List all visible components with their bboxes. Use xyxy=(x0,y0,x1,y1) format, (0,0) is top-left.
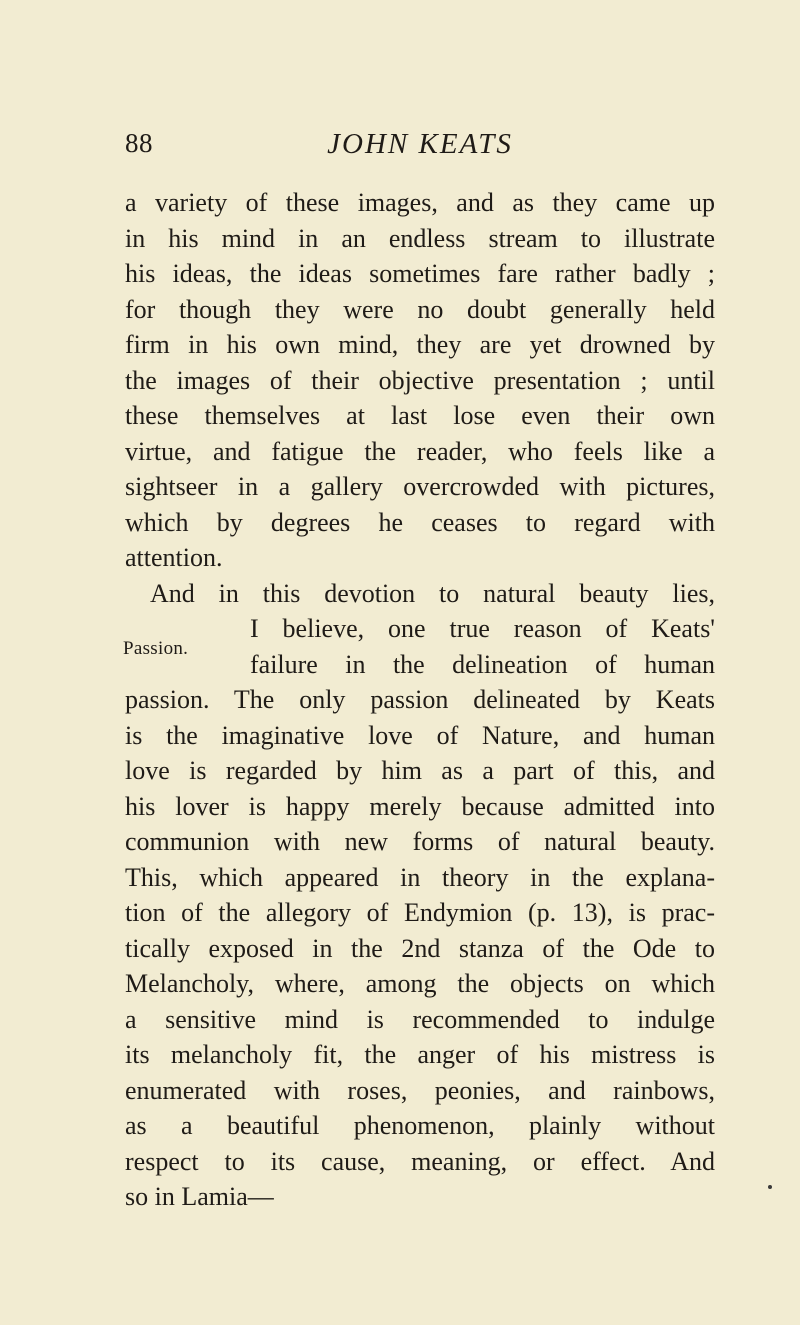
text-line: And in this devotion to natural beauty lies, xyxy=(150,578,715,608)
text-line: these themselves at last lose even their own xyxy=(125,401,715,430)
marginal-note: Passion. xyxy=(123,638,189,659)
text-line: communion with new forms of natural beauty. xyxy=(125,827,715,856)
text-line: failure in the delineation of human xyxy=(250,649,715,679)
text-line: respect to its cause, meaning, or effect. And xyxy=(125,1146,715,1176)
text-line: a sensitive mind is recommended to indulge xyxy=(125,1004,715,1034)
text-line: tion of the allegory of Endymion (p. 13), is prac- xyxy=(125,898,715,927)
text-line: a variety of these images, and as they came up xyxy=(125,188,715,217)
text-line: for though they were no doubt generally held xyxy=(125,294,715,324)
text-line: the images of their objective presentation ; until xyxy=(125,365,715,395)
text-line: I believe, one true reason of Keats' xyxy=(250,614,715,643)
page-number: 88 xyxy=(125,128,153,158)
text-line: attention. xyxy=(125,543,223,572)
text-line: passion. The only passion delineated by Keats xyxy=(125,685,715,714)
text-line: as a beautiful phenomenon, plainly without xyxy=(125,1111,715,1140)
text-line: tically exposed in the 2nd stanza of the Ode to xyxy=(125,933,715,963)
text-line: firm in his own mind, they are yet drowned by xyxy=(125,330,715,359)
text-line: so in Lamia— xyxy=(125,1182,274,1211)
text-line: enumerated with roses, peonies, and rainbows, xyxy=(125,1075,715,1105)
page-header xyxy=(125,128,715,172)
text-line: its melancholy fit, the anger of his mistress is xyxy=(125,1040,715,1069)
text-line: This, which appeared in theory in the explana- xyxy=(125,862,715,892)
text-line: is the imaginative love of Nature, and human xyxy=(125,720,715,750)
text-line: Melancholy, where, among the objects on which xyxy=(125,969,715,998)
text-line: which by degrees he ceases to regard with xyxy=(125,507,715,537)
body-text xyxy=(125,185,715,1215)
text-line: his ideas, the ideas sometimes fare rather badly ; xyxy=(125,259,715,288)
text-line: sightseer in a gallery overcrowded with pictures, xyxy=(125,472,715,501)
ink-speck xyxy=(768,1185,772,1189)
text-line: virtue, and fatigue the reader, who feels like a xyxy=(125,436,715,466)
text-line: his lover is happy merely because admitted into xyxy=(125,791,715,821)
running-head: JOHN KEATS xyxy=(327,128,513,160)
text-line: in his mind in an endless stream to illustrate xyxy=(125,223,715,253)
text-line: love is regarded by him as a part of this, and xyxy=(125,756,715,785)
